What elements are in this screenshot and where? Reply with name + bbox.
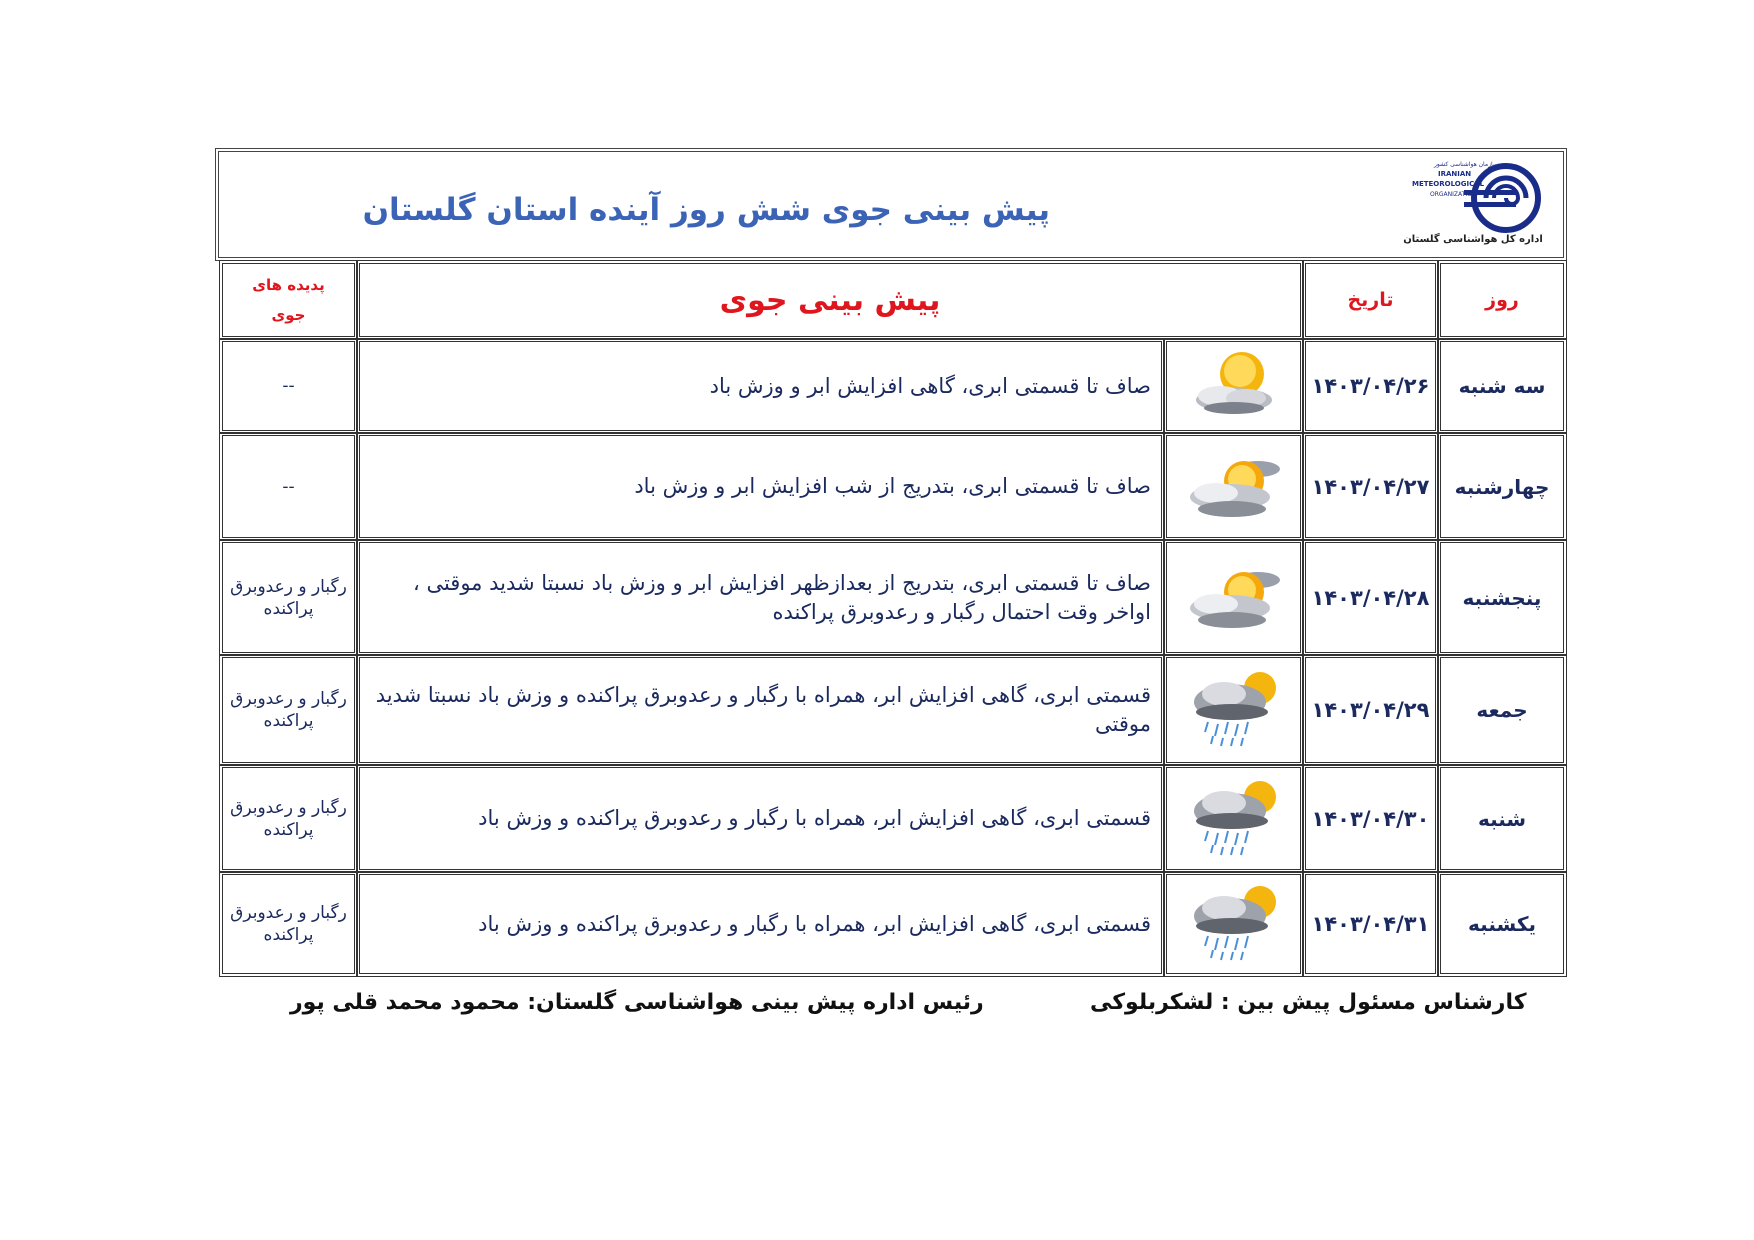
logo-text-line: IRANIAN: [1438, 170, 1472, 178]
forecast-text: قسمتی ابری، گاهی افزایش ابر، همراه با رگبار و رعدوبرق پراکنده و وزش باد نسبتا شدید موقتی: [375, 683, 1151, 736]
rain-cloud-icon: [1180, 775, 1288, 863]
date-cell: ۱۴۰۳/۰۴/۲۸: [1305, 542, 1436, 653]
forecaster-signature: کارشناس مسئول پیش بین : لشکربلوکی: [1090, 990, 1527, 1015]
weather-icon-cell: [1166, 767, 1301, 870]
phenomena-cell: رگبار و رعدوبرق پراکنده: [222, 657, 355, 763]
phenomena-cell: رگبار و رعدوبرق پراکنده: [222, 874, 355, 974]
rain-cloud-icon: [1180, 880, 1288, 968]
day-cell: شنبه: [1440, 767, 1564, 870]
office-head-signature: رئیس اداره پیش بینی هواشناسی گلستان: محمود محمد قلی پور: [290, 990, 984, 1015]
weather-icon-cell: [1166, 435, 1301, 538]
day-cell: یکشنبه: [1440, 874, 1564, 974]
partly-cloudy-icon: [1180, 443, 1288, 531]
partly-cloudy-icon: [1180, 554, 1288, 642]
column-header-phenomena-line1: پدیده های: [252, 276, 325, 294]
column-header-date: تاریخ: [1347, 289, 1394, 311]
forecast-cell: [359, 542, 1162, 653]
page-title: پیش بینی جوی شش روز آینده استان گلستان: [362, 192, 1050, 228]
day-cell: پنجشنبه: [1440, 542, 1564, 653]
weather-icon-cell: [1166, 657, 1301, 763]
logo-emblem-icon: [1464, 166, 1538, 230]
forecast-cell: [359, 767, 1162, 870]
date-cell: ۱۴۰۳/۰۴/۲۹: [1305, 657, 1436, 763]
header-cell-day: [1440, 263, 1564, 337]
forecast-text: صاف تا قسمتی ابری، بتدریج از شب افزایش ابر و وزش باد: [634, 474, 1151, 498]
forecast-text: صاف تا قسمتی ابری، بتدریج از بعدازظهر افزایش ابر و وزش باد نسبتا شدید موقتی ، اواخر وقت احتمال رگبار و رعدوبرق پراکنده: [412, 570, 1151, 624]
rain-cloud-icon: [1180, 666, 1288, 754]
weather-icon-cell: [1166, 542, 1301, 653]
header-cell-forecast: [359, 263, 1301, 337]
sun-cloud-icon: [1180, 342, 1288, 430]
column-header-phenomena-line2: جوی: [271, 306, 306, 324]
phenomena-cell: --: [222, 341, 355, 431]
forecast-cell: [359, 657, 1162, 763]
column-header-day: روز: [1485, 289, 1519, 311]
header-cell-phenomena: [222, 263, 355, 337]
day-cell: چهارشنبه: [1440, 435, 1564, 538]
day-cell: سه شنبه: [1440, 341, 1564, 431]
header-cell-date: [1305, 263, 1436, 337]
forecast-text: قسمتی ابری، گاهی افزایش ابر، همراه با رگبار و رعدوبرق پراکنده و وزش باد: [478, 911, 1151, 936]
weather-icon-cell: [1166, 341, 1301, 431]
phenomena-cell: رگبار و رعدوبرق پراکنده: [222, 767, 355, 870]
phenomena-cell: --: [222, 435, 355, 538]
logo-text-line: METEOROLOGICAL: [1412, 180, 1485, 188]
logo-text-line: ORGANIZATION: [1430, 191, 1477, 198]
forecast-cell: [359, 435, 1162, 538]
forecast-cell: [359, 874, 1162, 974]
forecast-text: قسمتی ابری، گاهی افزایش ابر، همراه با رگبار و رعدوبرق پراکنده و وزش باد: [478, 806, 1151, 830]
phenomena-cell: رگبار و رعدوبرق پراکنده: [222, 542, 355, 653]
forecast-text: صاف تا قسمتی ابری، گاهی افزایش ابر و وزش باد: [709, 373, 1151, 398]
date-cell: ۱۴۰۳/۰۴/۲۷: [1305, 435, 1436, 538]
date-cell: ۱۴۰۳/۰۴/۳۰: [1305, 767, 1436, 870]
date-cell: ۱۴۰۳/۰۴/۲۶: [1305, 341, 1436, 431]
logo-caption: اداره کل هواشناسی گلستان: [1403, 234, 1543, 245]
weather-icon-cell: [1166, 874, 1301, 974]
logo-text-line: سازمان هواشناسی کشور: [1434, 161, 1498, 168]
forecast-cell: [359, 341, 1162, 431]
column-header-forecast: پیش بینی جوی: [719, 282, 941, 318]
date-cell: ۱۴۰۳/۰۴/۳۱: [1305, 874, 1436, 974]
day-cell: جمعه: [1440, 657, 1564, 763]
